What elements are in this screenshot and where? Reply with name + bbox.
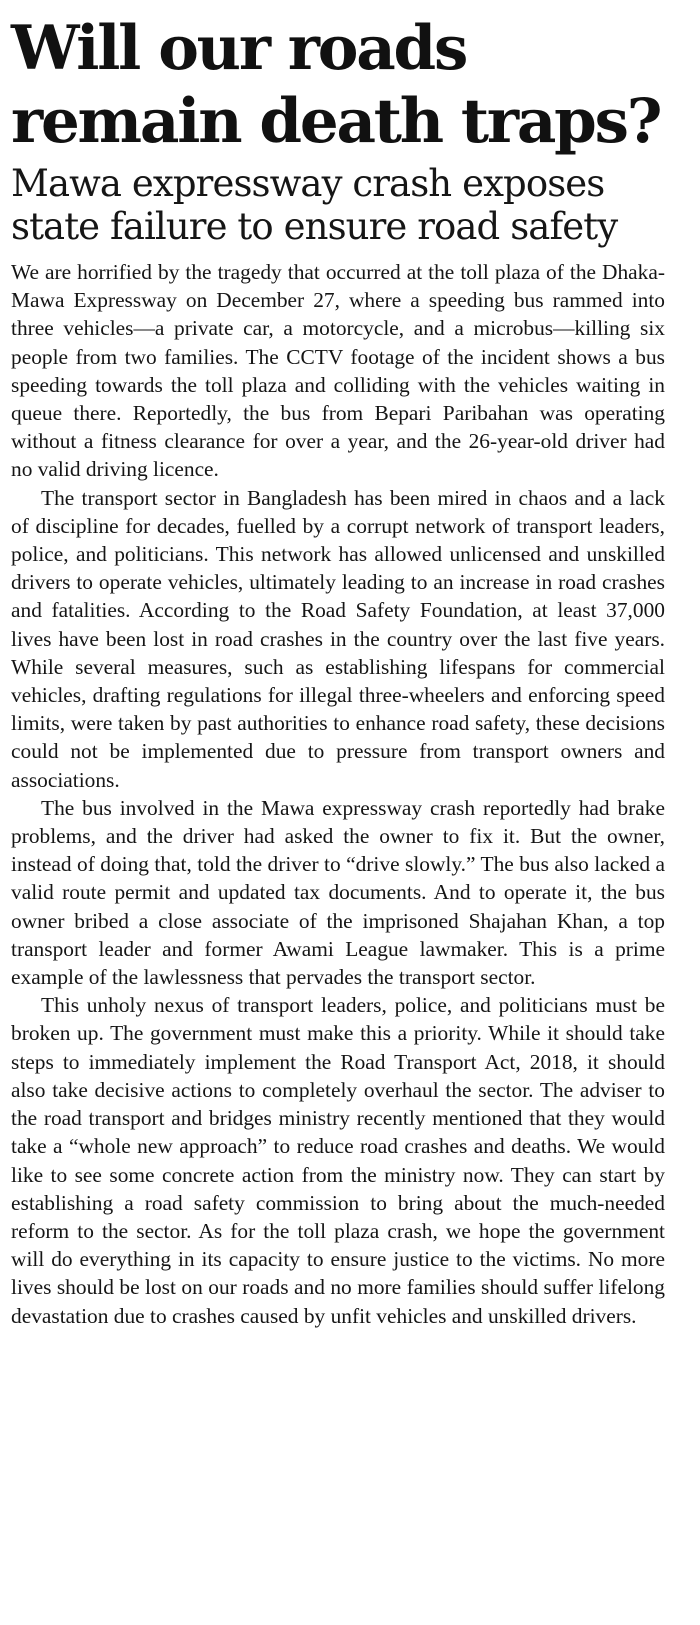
paragraph-4: This unholy nexus of transport leaders, police, and politicians must be broken up. The government must make this a priority. While it should take steps to immediately implement the Road Transport Act, 2018, it should also take decisive actions to completely overhaul the sector. The adviser to the road transport and bridges ministry recently mentioned that they would take a “whole new approach” to reduce road crashes and deaths. We would like to see some concrete action from the ministry now. They can start by establishing a road safety commission to bring about the much-needed reform to the sector. As for the toll plaza crash, we hope the government will do everything in its capacity to ensure justice to the victims. No more lives should be lost on our roads and no more families should suffer lifelong devastation due to crashes caused by unfit vehicles and unskilled drivers. — [11, 993, 665, 1328]
headline: Will our roads remain death traps? — [11, 13, 661, 157]
paragraph-1: We are horrified by the tragedy that occurred at the toll plaza of the Dhaka-Mawa Expressway on December 27, where a speeding bus rammed into three vehicles—a private car, a motorcycle, and a microbus—killing six people from two families. The CCTV footage of the incident shows a bus speeding towards the toll plaza and colliding with the vehicles waiting in queue there. Reportedly, the bus from Bepari Paribahan was operating without a fitness clearance for over a year, and the 26-year-old driver had no valid driving licence. — [11, 260, 665, 482]
paragraph-3: The bus involved in the Mawa expressway crash reportedly had brake problems, and the driver had asked the owner to fix it. But the owner, instead of doing that, told the driver to “drive slowly.” The bus also lacked a valid route permit and updated tax documents. And to operate it, the bus owner bribed a close associate of the imprisoned Shajahan Khan, a top transport leader and former Awami League lawmaker. This is a prime example of the lawlessness that pervades the transport sector. — [11, 795, 665, 990]
editorial-article — [11, 12, 665, 1330]
paragraph-2: The transport sector in Bangladesh has been mired in chaos and a lack of discipline for decades, fuelled by a corrupt network of transport leaders, police, and politicians. This network has allowed unlicensed and unskilled drivers to operate vehicles, ultimately leading to an increase in road crashes and fatalities. According to the Road Safety Foundation, at least 37,000 lives have been lost in road crashes in the country over the last five years. While several measures, such as establishing lifespans for commercial vehicles, drafting regulations for illegal three-wheelers and enforcing speed limits, were taken by past authorities to enhance road safety, these decisions could not be implemented due to pressure from transport owners and associations. — [11, 485, 665, 792]
subheadline: Mawa expressway crash exposes state failure to ensure road safety — [11, 162, 618, 248]
article-body — [11, 258, 665, 1330]
